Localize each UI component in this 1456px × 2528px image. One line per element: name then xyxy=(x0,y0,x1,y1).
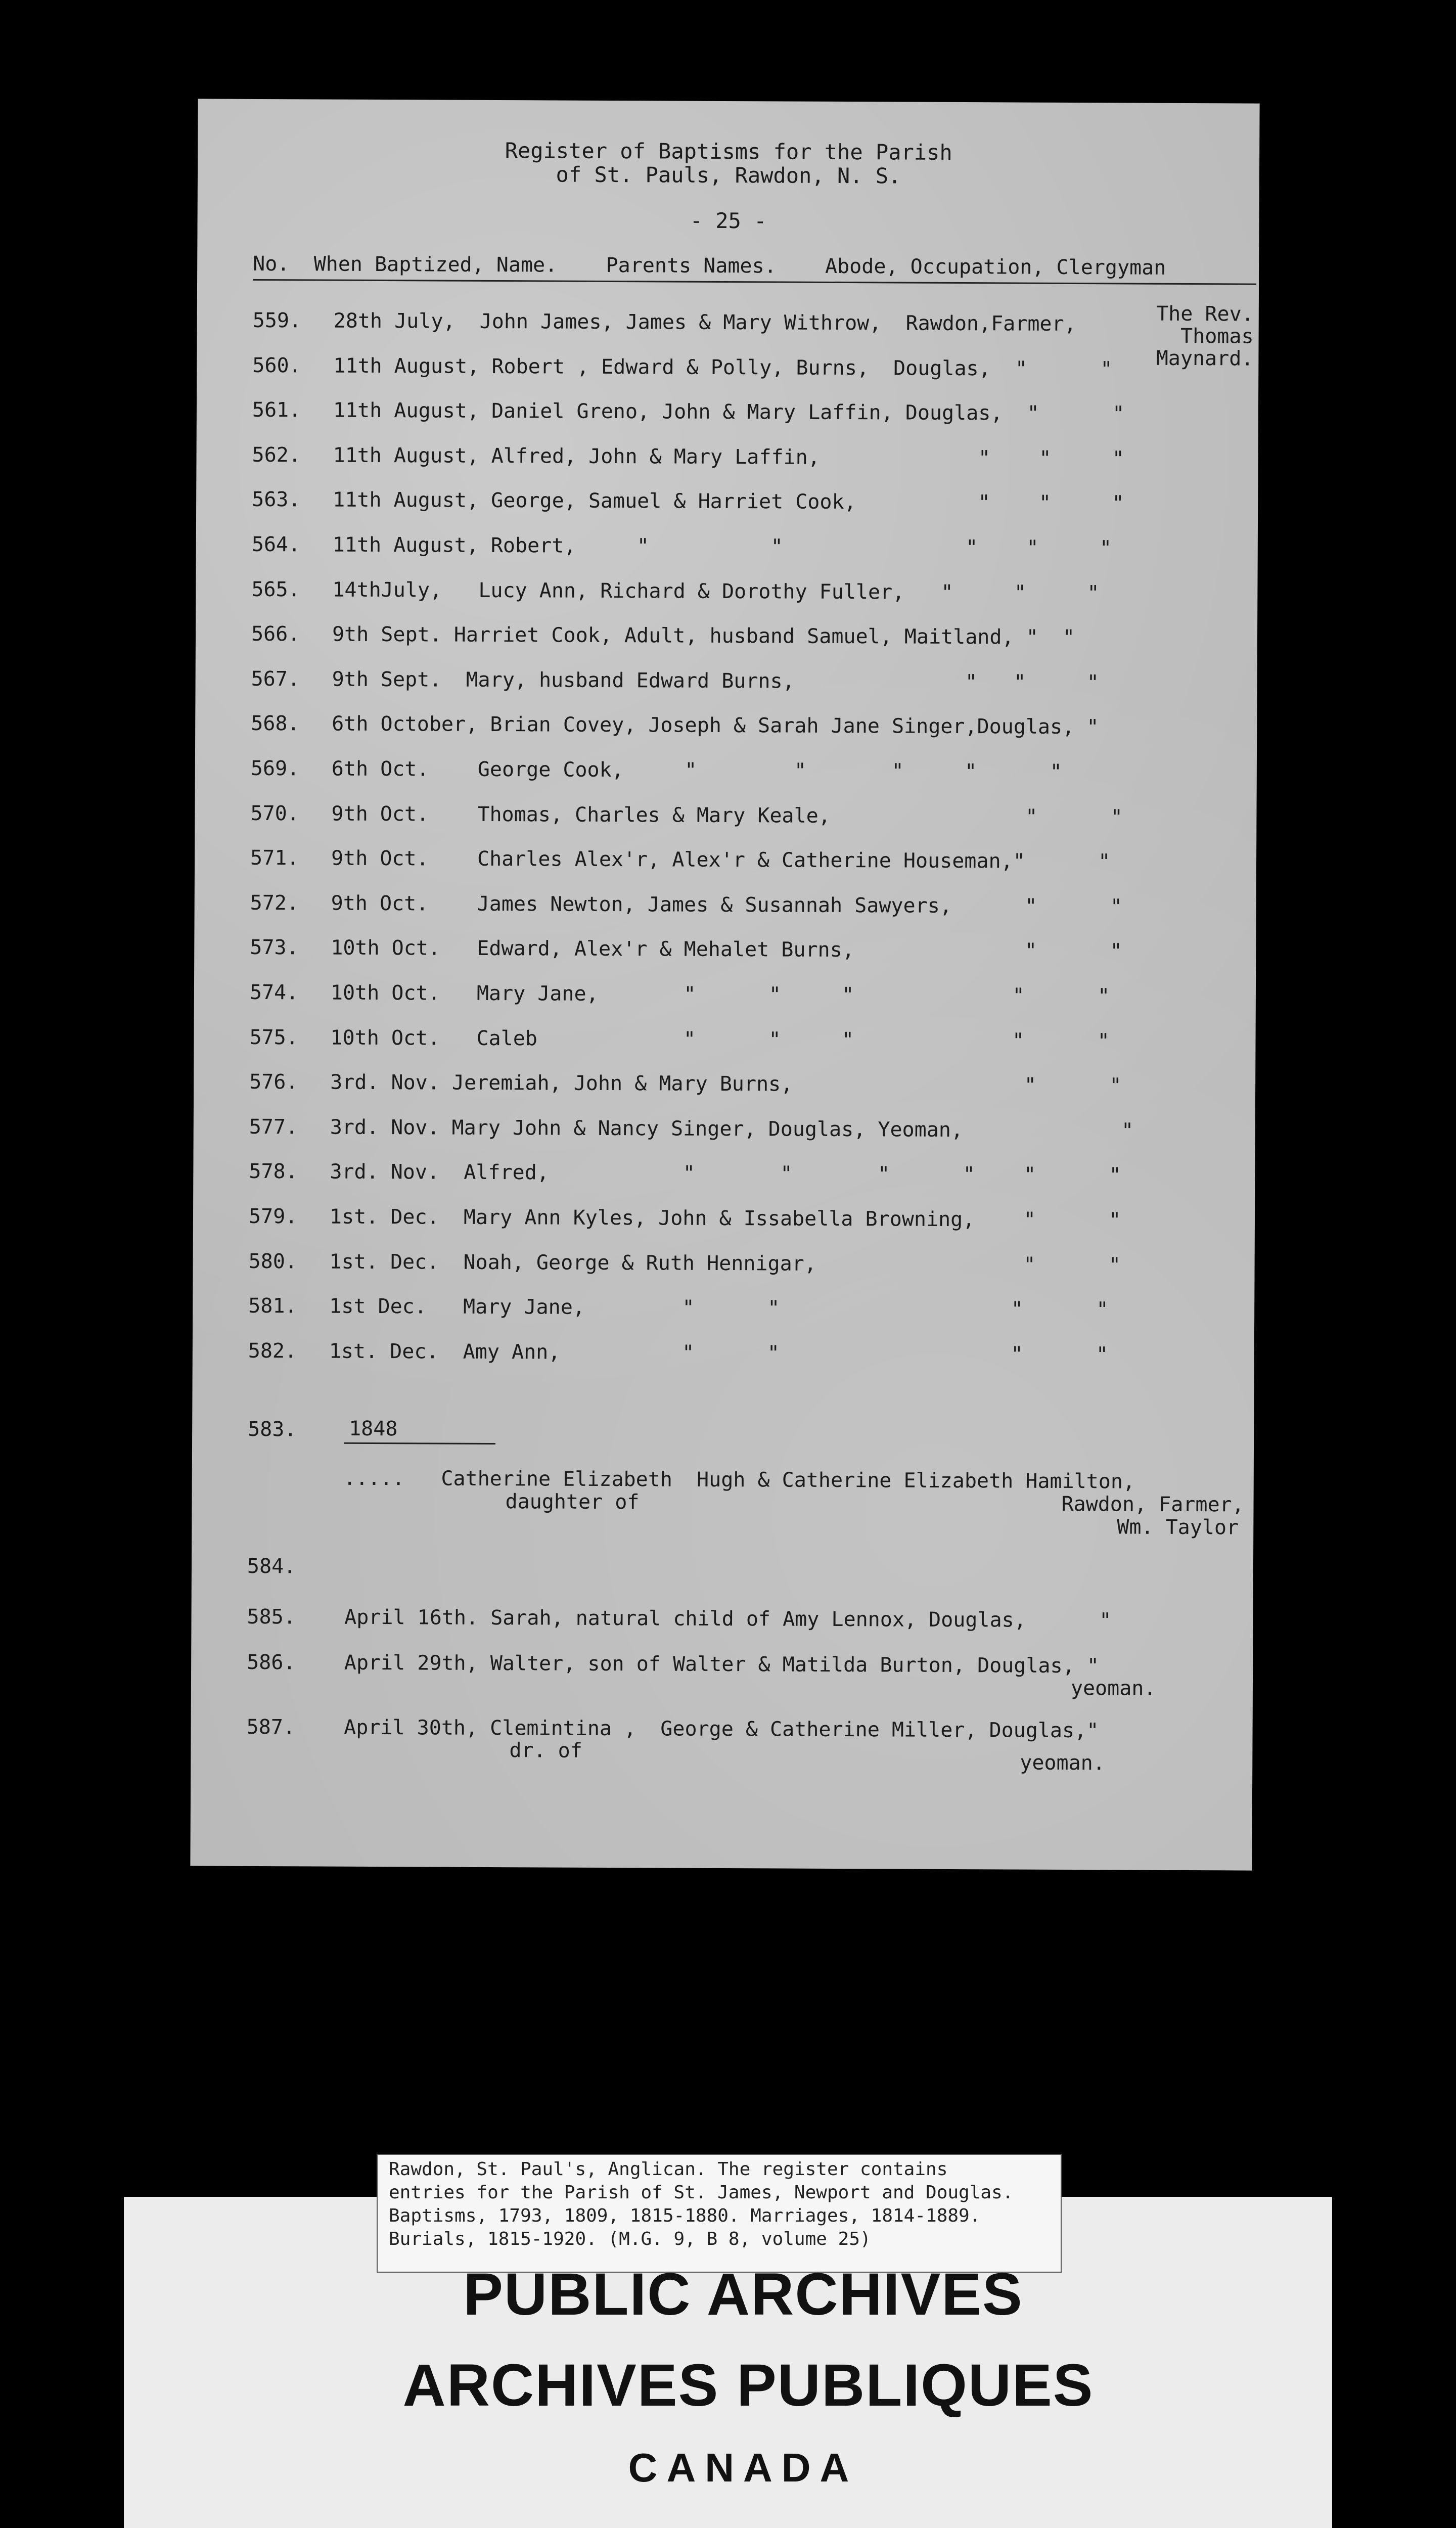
table-row xyxy=(252,443,1253,471)
entry-number: 569. xyxy=(250,756,300,781)
table-row xyxy=(249,1025,1251,1053)
entry-584: 584. xyxy=(247,1554,296,1578)
entry-number: 574. xyxy=(249,980,299,1005)
register-title-line1: Register of Baptisms for the Parish xyxy=(505,138,952,165)
public-archives-title: PUBLIC ARCHIVES xyxy=(463,2261,1023,2328)
entry-number: 581. xyxy=(248,1294,297,1318)
table-row xyxy=(249,980,1251,1008)
table-row xyxy=(250,756,1252,784)
entry-text: 11th August, George, Samuel & Harriet Cook, " " " xyxy=(333,488,1124,515)
table-row xyxy=(249,1160,1250,1187)
entry-number: 582. xyxy=(248,1339,297,1363)
table-row xyxy=(252,398,1253,426)
entry-number: 577. xyxy=(249,1115,298,1139)
archive-label-line1: Rawdon, St. Paul's, Anglican. The register contains xyxy=(389,2159,948,2180)
table-row xyxy=(250,891,1251,919)
entry-number: 561. xyxy=(252,398,301,422)
table-row xyxy=(250,801,1252,829)
entry-text: 14thJuly, Lucy Ann, Richard & Dorothy Fuller, " " " xyxy=(332,578,1100,605)
entry-number: 568. xyxy=(251,712,300,736)
entry-number: 579. xyxy=(248,1204,298,1229)
table-row xyxy=(251,667,1252,695)
entry-text: 28th July, John James, James & Mary Withrow, Rawdon,Farmer, xyxy=(333,309,1076,336)
entry-text: 11th August, Robert , Edward & Polly, Burns, Douglas, " " xyxy=(333,354,1113,381)
entry-text: 10th Oct. Edward, Alex'r & Mehalet Burns, " " xyxy=(331,936,1122,963)
entry-587-line3: yeoman. xyxy=(1020,1751,1105,1775)
entry-text: 9th Sept. Harriet Cook, Adult, husband Samuel, Maitland, " " xyxy=(332,622,1075,650)
entry-text: 1st Dec. Mary Jane, " " " " xyxy=(329,1294,1109,1322)
entry-586-line2: yeoman. xyxy=(1070,1676,1156,1700)
entry-text: 11th August, Robert, " " " " " xyxy=(332,533,1112,560)
entry-587-line2: dr. of xyxy=(509,1739,582,1763)
table-row xyxy=(249,1070,1250,1098)
entry-number: 578. xyxy=(249,1160,298,1184)
table-row xyxy=(251,532,1253,560)
canada-title: CANADA xyxy=(628,2445,858,2490)
entry-number: 572. xyxy=(250,891,299,915)
entry-text: 11th August, Daniel Greno, John & Mary Laffin, Douglas, " " xyxy=(333,398,1125,426)
table-row xyxy=(250,936,1251,963)
clergyman-line2: Thomas xyxy=(1180,324,1254,348)
entry-text: 10th Oct. Caleb " " " " " xyxy=(330,1026,1110,1053)
entry-587-line1: 587. April 30th, Clemintina , George & Catherine Miller, Douglas," xyxy=(246,1715,1099,1743)
table-row xyxy=(249,1115,1250,1143)
table-row xyxy=(251,712,1252,739)
clergyman-line1: The Rev. xyxy=(1156,302,1254,326)
entry-text: 9th Oct. Thomas, Charles & Mary Keale, " " xyxy=(331,802,1123,829)
entry-585: 585. April 16th. Sarah, natural child of Amy Lennox, Douglas, " xyxy=(247,1605,1112,1633)
header-rule xyxy=(253,279,1256,285)
entry-586-line1: 586. April 29th, Walter, son of Walter & Matilda Burton, Douglas, " xyxy=(247,1650,1099,1678)
table-row xyxy=(248,1249,1250,1277)
entry-number: 566. xyxy=(251,622,300,646)
table-row xyxy=(251,577,1253,605)
table-row xyxy=(251,622,1252,650)
page-number: - 25 - xyxy=(690,208,767,234)
entry-text: 1st. Dec. Mary Ann Kyles, John & Issabella Browning, " " xyxy=(329,1205,1121,1232)
entry-text: 1st. Dec. Amy Ann, " " " " xyxy=(329,1339,1109,1367)
entry-583-abode: Rawdon, Farmer, xyxy=(1061,1492,1244,1517)
entry-number: 576. xyxy=(249,1070,298,1094)
archive-label-line4: Burials, 1815-1920. (M.G. 9, B 8, volume 25) xyxy=(389,2229,871,2249)
archive-label xyxy=(377,2154,1062,2273)
entry-number: 559. xyxy=(252,308,302,333)
entry-583-line1: ..... Catherine Elizabeth Hugh & Catherine Elizabeth Hamilton, xyxy=(343,1466,1135,1494)
column-headers: No. When Baptized, Name. Parents Names. Abode, Occupation, Clergyman xyxy=(253,252,1166,280)
entry-text: 10th Oct. Mary Jane, " " " " " xyxy=(330,981,1110,1008)
register-page xyxy=(190,99,1259,1870)
table-row xyxy=(252,488,1253,515)
entry-number: 562. xyxy=(252,443,301,467)
entry-583-clergy: Wm. Taylor xyxy=(1117,1515,1239,1540)
entry-text: 3rd. Nov. Mary John & Nancy Singer, Douglas, Yeoman, " xyxy=(330,1115,1134,1143)
entry-text: 6th Oct. George Cook, " " " " " xyxy=(331,757,1062,784)
entry-text: 3rd. Nov. Jeremiah, John & Mary Burns, " " xyxy=(330,1070,1122,1098)
entry-number: 575. xyxy=(249,1025,298,1049)
entry-number: 573. xyxy=(250,936,299,960)
entry-number: 580. xyxy=(248,1249,298,1273)
entry-number: 583. xyxy=(248,1417,297,1441)
entry-text: 1st. Dec. Noah, George & Ruth Hennigar, " " xyxy=(329,1250,1121,1277)
entry-number: 571. xyxy=(250,846,299,870)
entry-number: 565. xyxy=(251,577,300,601)
table-row xyxy=(248,1294,1249,1322)
entry-number: 564. xyxy=(251,532,301,557)
archive-label-line3: Baptisms, 1793, 1809, 1815-1880. Marriages, 1814-1889. xyxy=(389,2205,981,2226)
entry-text: 9th Oct. Charles Alex'r, Alex'r & Catherine Houseman," " xyxy=(331,846,1111,874)
entry-583-line2: daughter of xyxy=(505,1490,640,1514)
entry-text: 11th August, Alfred, John & Mary Laffin, " " " xyxy=(333,443,1124,471)
entry-number: 563. xyxy=(252,488,301,512)
entry-number: 570. xyxy=(250,801,299,825)
entry-text: 9th Oct. James Newton, James & Susannah Sawyers, " " xyxy=(331,891,1123,919)
table-row xyxy=(248,1339,1249,1367)
year-heading: 1848 xyxy=(349,1417,398,1441)
archives-publiques-title: ARCHIVES PUBLIQUES xyxy=(402,2352,1094,2419)
entry-text: 3rd. Nov. Alfred, " " " " " " xyxy=(330,1160,1121,1187)
clergyman-line3: Maynard. xyxy=(1156,346,1254,371)
entry-text: 9th Sept. Mary, husband Edward Burns, " " " xyxy=(332,667,1099,695)
entry-number: 567. xyxy=(251,667,300,691)
archive-label-line2: entries for the Parish of St. James, Newport and Douglas. xyxy=(389,2182,1014,2203)
table-row xyxy=(250,846,1251,874)
entry-text: 6th October, Brian Covey, Joseph & Sarah Jane Singer,Douglas, " xyxy=(332,712,1099,739)
table-row xyxy=(248,1204,1250,1232)
entry-number: 560. xyxy=(252,353,301,377)
register-title-line2: of St. Pauls, Rawdon, N. S. xyxy=(556,162,901,189)
